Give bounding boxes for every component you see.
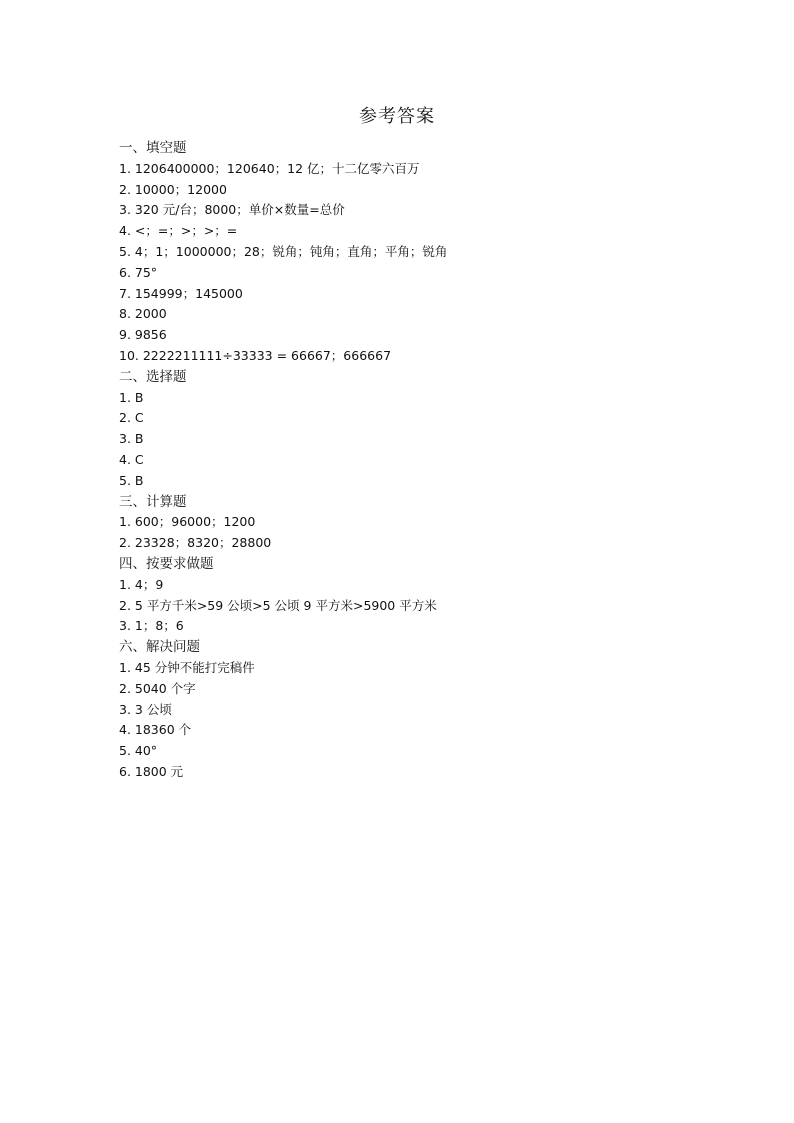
answer-line: 6. 1800 元 (119, 763, 184, 779)
answer-content (119, 138, 719, 783)
section-heading: 三、计算题 (119, 493, 187, 510)
answer-line: 2. C (119, 410, 144, 426)
answer-line: 3. 1；8；6 (119, 618, 184, 634)
answer-line: 1. 45 分钟不能打完稿件 (119, 659, 255, 675)
answer-line: 5. 40° (119, 743, 158, 759)
answer-line: 9. 9856 (119, 327, 167, 343)
answer-line: 2. 10000；12000 (119, 181, 227, 197)
section-heading: 一、填空题 (119, 140, 187, 156)
answer-line: 1. B (119, 389, 144, 405)
answer-line: 5. B (119, 472, 144, 488)
answer-line: 4. C (119, 451, 144, 467)
answer-line: 4. <；=；>；>；= (119, 223, 238, 239)
answer-line: 8. 2000 (119, 306, 167, 322)
answer-line: 2. 5 平方千米>59 公顷>5 公顷 9 平方米>5900 平方米 (119, 597, 437, 613)
answer-line: 1. 4；9 (119, 576, 164, 592)
answer-line: 5. 4；1；1000000；28；锐角；钝角；直角；平角；锐角 (119, 243, 448, 259)
answer-line: 3. 320 元/台；8000；单价×数量=总价 (119, 202, 345, 218)
answer-line: 7. 154999；145000 (119, 285, 243, 301)
answer-line: 1. 600；96000；1200 (119, 514, 256, 530)
answer-line: 6. 75° (119, 264, 158, 280)
answer-line: 3. B (119, 431, 144, 447)
answer-line: 1. 1206400000；120640；12 亿；十二亿零六百万 (119, 160, 420, 176)
section-heading: 二、选择题 (119, 368, 187, 385)
answer-line: 2. 5040 个字 (119, 680, 196, 696)
answer-line: 4. 18360 个 (119, 722, 192, 738)
page-title: 参考答案 (359, 106, 435, 127)
answer-line: 2. 23328；8320；28800 (119, 535, 272, 551)
answer-line: 3. 3 公顷 (119, 701, 172, 717)
answer-line: 10. 2222211111÷33333 = 66667；666667 (119, 347, 392, 363)
section-heading: 六、解决问题 (119, 639, 200, 656)
section-heading: 四、按要求做题 (119, 555, 214, 572)
